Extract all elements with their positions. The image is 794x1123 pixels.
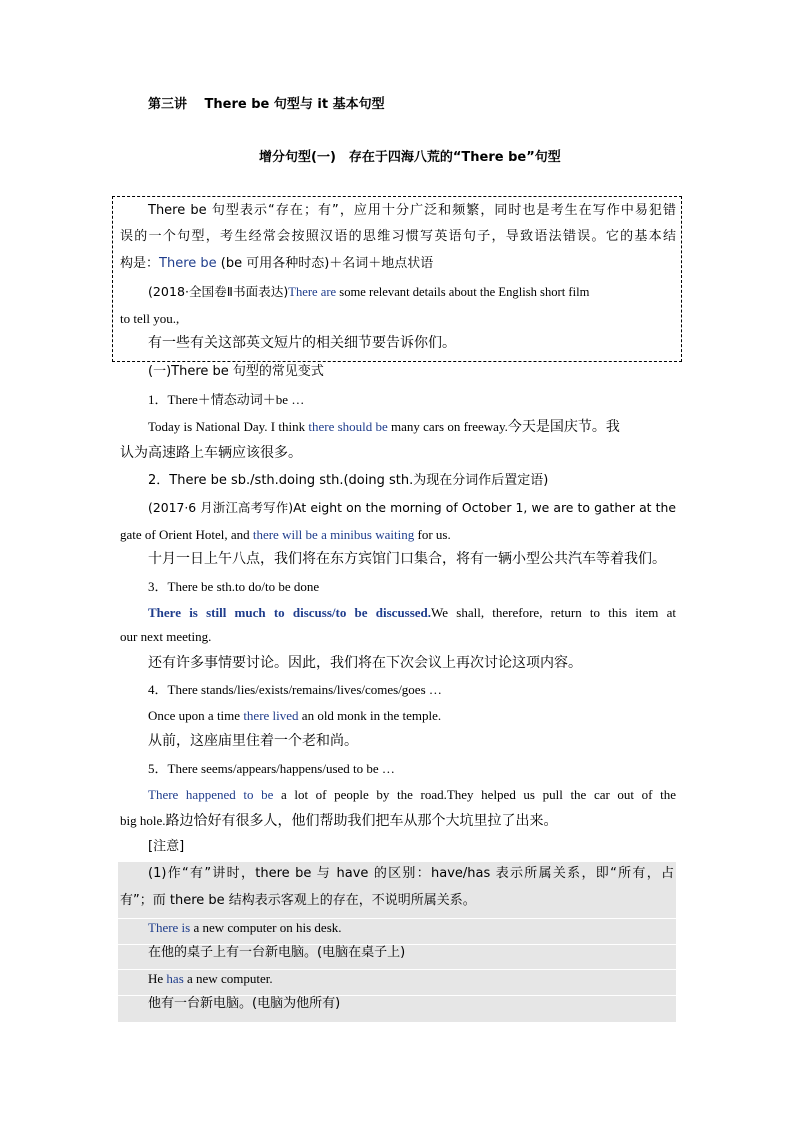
note-example-2-highlight: has: [166, 971, 184, 986]
variant-1-translation-end: 认为高速路上车辆应该很多。: [120, 445, 302, 461]
variant-3-translation: 还有许多事情要讨论。因此，我们将在下次会议上再次讨论这项内容。: [148, 655, 582, 671]
variant-2-example-pre: gate of Orient Hotel, and: [120, 527, 253, 542]
variant-2-label: 2．There be sb./sth.doing sth.(doing sth.为现在分词作后置定语): [148, 473, 549, 488]
intro-line-3: [120, 255, 433, 273]
intro-line-3-suffix: (be 可用各种时态)＋名词＋地点状语: [216, 256, 434, 271]
variant-4-translation: 从前，这座庙里住着一个老和尚。: [148, 733, 358, 749]
note-example-2-translation: 他有一台新电脑。(电脑为他所有): [148, 996, 341, 1011]
variant-3-highlight: There is still much to discuss/to be discussed.: [148, 605, 432, 620]
intro-line-2: 误的一个句型，考生经常会按照汉语的思维习惯写英语句子，导致语法错误。它的基本结: [120, 229, 676, 244]
variant-3-label: 3．There be sth.to do/to be done: [148, 579, 320, 594]
intro-example-line-1: [148, 283, 676, 301]
variant-5-example-line-1: [148, 786, 676, 804]
variant-3-example-line-2: our next meeting.: [120, 629, 212, 644]
note-example-1-highlight: There is: [148, 920, 191, 935]
variant-2-translation: 十月一日上午八点，我们将在东方宾馆门口集合，将有一辆小型公共汽车等着我们。: [148, 551, 666, 567]
intro-example-highlight: There are: [288, 285, 337, 299]
variant-4-highlight: there lived: [243, 708, 299, 723]
variant-5-example-pre: big hole.: [120, 813, 166, 828]
variant-1-example: [148, 418, 620, 436]
variant-1-example-post: many cars on freeway.: [387, 419, 508, 434]
section-subtitle: 增分句型(一) 存在于四海八荒的“There be”句型: [259, 150, 561, 165]
variant-5-example-line-2: [120, 812, 558, 830]
intro-line-1: There be 句型表示“存在；有”，应用十分广泛和频繁，同时也是考生在写作中易犯错: [148, 203, 676, 218]
variant-1-example-pre: Today is National Day. I think: [148, 419, 309, 434]
note-example-2-pre: He: [148, 971, 167, 986]
variant-2-highlight: there will be a minibus waiting: [252, 527, 415, 542]
note-example-1: [148, 919, 342, 937]
intro-line-3-prefix: 构是：: [120, 256, 160, 271]
variant-1-translation-start: 今天是国庆节。我: [507, 419, 620, 435]
variant-5-highlight: There happened to be: [148, 787, 274, 802]
variant-3-example-line-1: [148, 604, 676, 622]
intro-example-source: (2018·全国卷Ⅱ书面表达): [148, 284, 289, 299]
note-example-1-rest: a new computer on his desk.: [190, 920, 342, 935]
intro-example-translation: 有一些有关这部英文短片的相关细节要告诉你们。: [148, 335, 456, 351]
note-example-2-rest: a new computer.: [183, 971, 273, 986]
variant-1-highlight: there should be: [308, 419, 388, 434]
variant-5-example-post: a lot of people by the road.They helped us pull the car out of the: [273, 787, 676, 802]
note-text-line-2: 有”；而 there be 结构表示客观上的存在，不说明所属关系。: [120, 893, 476, 908]
variant-3-example-post: We shall, therefore, return to this item at: [431, 605, 676, 620]
variant-4-label: 4．There stands/lies/exists/remains/lives/comes/goes …: [148, 682, 442, 697]
lesson-title: 第三讲 There be 句型与 it 基本句型: [148, 97, 385, 112]
variant-2-example-post: for us.: [414, 527, 451, 542]
note-example-2: [148, 970, 273, 988]
variant-4-example-post: an old monk in the temple.: [298, 708, 442, 723]
note-example-1-translation: 在他的桌子上有一台新电脑。(电脑在桌子上): [148, 945, 406, 960]
variant-4-example-pre: Once upon a time: [148, 708, 244, 723]
variant-1-label: 1．There＋情态动词＋be …: [148, 392, 305, 407]
note-heading: [注意]: [148, 839, 185, 854]
variant-5-translation: 路边恰好有很多人，他们帮助我们把车从那个大坑里拉了出来。: [165, 813, 558, 829]
note-text-line-1: (1)作“有”讲时，there be 与 have 的区别：have/has 表示所属关系，即“所有，占: [148, 866, 674, 881]
intro-example-rest: some relevant details about the English short film: [336, 285, 590, 299]
intro-highlight-there-be: There be: [159, 256, 217, 271]
variants-heading: (一)There be 句型的常见变式: [148, 364, 324, 379]
variant-2-example-line-2: [120, 526, 451, 544]
intro-example-line-2: to tell you.,: [120, 311, 180, 326]
variant-2-example-line-1: (2017·6 月浙江高考写作)At eight on the morning of October 1, we are to gather at the: [148, 500, 676, 515]
variant-4-example: [148, 707, 441, 725]
variant-5-label: 5．There seems/appears/happens/used to be …: [148, 761, 395, 776]
